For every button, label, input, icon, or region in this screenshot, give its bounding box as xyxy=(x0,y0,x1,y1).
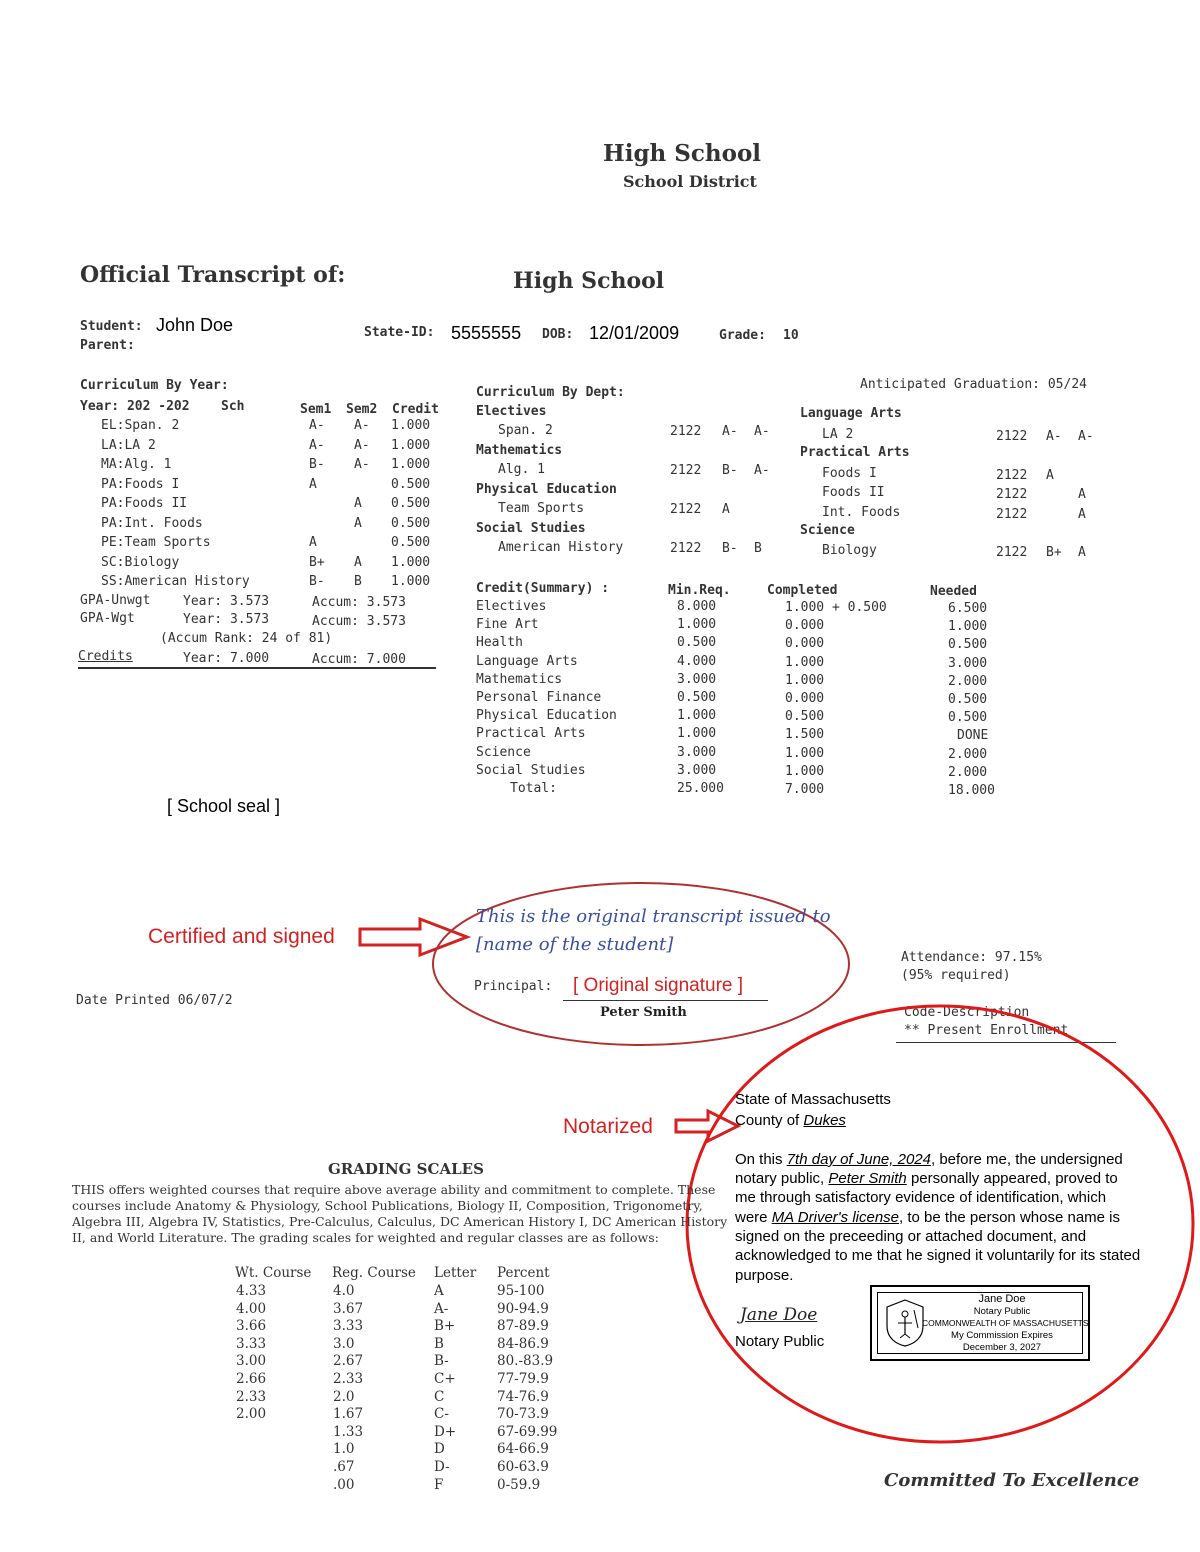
school-seal-placeholder: [ School seal ] xyxy=(167,796,281,816)
dept-name: Social Studies xyxy=(476,521,586,536)
parent-label: Parent: xyxy=(80,338,135,353)
summary-head-label: Credit(Summary) : xyxy=(476,581,610,596)
year-credit: 0.500 xyxy=(391,535,431,550)
dept-year: 2122 xyxy=(996,507,1028,522)
notary-text: , to be the person whose name is xyxy=(899,1209,1120,1226)
year-credit: 1.000 xyxy=(391,437,431,453)
summary-subject: Practical Arts xyxy=(476,726,586,742)
notary-line7: purpose. xyxy=(735,1267,794,1284)
stamp-name: Jane Doe xyxy=(978,1293,1026,1305)
dept-year: 2122 xyxy=(996,429,1028,444)
grading-head-percent: Percent xyxy=(497,1265,550,1281)
dept-name: Science xyxy=(800,523,855,538)
grading-reg: 3.33 xyxy=(333,1318,364,1335)
grade-label: Grade: xyxy=(719,328,766,343)
grading-letter: C xyxy=(434,1388,445,1405)
stamp-title: Notary Public xyxy=(973,1306,1031,1317)
dept-course: Foods I xyxy=(822,466,877,481)
grading-reg: .00 xyxy=(333,1476,355,1493)
summary-subject: Mathematics xyxy=(476,671,563,687)
grading-reg: 3.0 xyxy=(333,1335,355,1352)
signature-line xyxy=(563,1000,768,1001)
summary-min-req: 4.000 xyxy=(677,653,717,669)
school-name: High School xyxy=(603,140,762,167)
principal-label: Principal: xyxy=(474,979,553,994)
grading-letter: B xyxy=(434,1335,444,1352)
by-dept-title: Curriculum By Dept: xyxy=(476,385,625,400)
year-sem1: A xyxy=(309,476,317,492)
grading-reg: 2.67 xyxy=(333,1353,364,1370)
summary-subject: Total: xyxy=(510,781,557,796)
summary-subject: Electives xyxy=(476,599,547,614)
gpa-unwgt-accum: Accum: 3.573 xyxy=(312,595,406,610)
year-credit: 0.500 xyxy=(391,496,431,511)
grading-text-line2: courses include Anatomy & Physiology, School Publications, Biology II, Composition, Trigonometry, xyxy=(72,1198,703,1213)
summary-min-req: 3.000 xyxy=(677,762,717,778)
attendance-required: (95% required) xyxy=(901,968,1011,983)
gpa-wgt-accum: Accum: 3.573 xyxy=(312,614,406,629)
year-course: MA:Alg. 1 xyxy=(101,457,172,472)
notary-county-name: Dukes xyxy=(803,1112,846,1129)
year-sem1: B- xyxy=(309,457,325,472)
grading-percent: 95-100 xyxy=(497,1283,545,1299)
notary-line3: me through satisfactory evidence of identification, which xyxy=(735,1189,1107,1206)
summary-min-req: 1.000 xyxy=(677,617,717,633)
grading-letter: B- xyxy=(434,1353,449,1370)
grading-reg: 2.0 xyxy=(333,1388,355,1405)
year-sem2: A- xyxy=(354,457,370,472)
grading-reg: 1.67 xyxy=(333,1406,364,1423)
stamp-commonwealth: COMMONWEALTH OF MASSACHUSETTS xyxy=(922,1318,1089,1328)
student-label: Student: xyxy=(80,319,143,334)
year-course: PA:Int. Foods xyxy=(101,515,203,531)
code-description: Code-Description xyxy=(904,1005,1030,1020)
gpa-unwgt-year: Year: 3.573 xyxy=(183,594,270,609)
anticipated-graduation: Anticipated Graduation: 05/24 xyxy=(860,377,1087,392)
transcript-school: High School xyxy=(513,268,665,294)
notarized-label: Notarized xyxy=(563,1115,653,1138)
dept-year: 2122 xyxy=(670,502,702,517)
notary-county xyxy=(735,1112,846,1129)
year-course: LA:LA 2 xyxy=(101,437,156,453)
year-course: SC:Biology xyxy=(101,554,180,570)
summary-completed: 1.000 xyxy=(785,672,825,688)
summary-min-req: 3.000 xyxy=(677,671,717,687)
certified-label: Certified and signed xyxy=(148,925,335,948)
grading-letter: B+ xyxy=(434,1318,456,1335)
date-printed: Date Printed 06/07/2 xyxy=(76,993,233,1008)
year-course: PE:Team Sports xyxy=(101,535,211,550)
stamp-expires-date: December 3, 2027 xyxy=(962,1342,1042,1353)
dept-sem1: A- xyxy=(1046,429,1062,444)
by-year-head-sem1: Sem1 xyxy=(300,402,332,417)
dept-sem1: B- xyxy=(722,541,738,556)
by-year-head-sem2: Sem2 xyxy=(346,402,378,417)
credits-accum: Accum: 7.000 xyxy=(312,652,406,667)
dept-name: Physical Education xyxy=(476,482,617,497)
dept-sem2: A- xyxy=(754,424,770,439)
grading-percent: 67-69.99 xyxy=(497,1423,558,1440)
dob-label: DOB: xyxy=(542,327,574,342)
year-sem1: B- xyxy=(309,574,325,589)
grading-percent: 84-86.9 xyxy=(497,1335,549,1352)
dept-course: Int. Foods xyxy=(822,505,901,520)
year-sem2: B xyxy=(354,574,362,589)
dept-year: 2122 xyxy=(670,541,702,556)
summary-min-req: 0.500 xyxy=(677,635,717,651)
year-credit: 0.500 xyxy=(391,476,431,492)
district-name: School District xyxy=(623,172,757,191)
credits-label: Credits xyxy=(78,649,133,664)
summary-min-req: 25.000 xyxy=(677,781,724,796)
summary-subject: Language Arts xyxy=(476,653,578,669)
grading-title: GRADING SCALES xyxy=(328,1160,484,1178)
certify-text-line1: This is the original transcript issued to xyxy=(476,906,831,927)
dept-course: LA 2 xyxy=(822,427,854,442)
year-credit: 1.000 xyxy=(391,574,431,589)
summary-min-req: 0.500 xyxy=(677,690,717,705)
grading-percent: 64-66.9 xyxy=(497,1441,549,1458)
principal-name: Peter Smith xyxy=(600,1005,687,1020)
credits-rule xyxy=(78,667,436,669)
summary-completed: 7.000 xyxy=(785,782,825,797)
grading-letter: C- xyxy=(434,1406,449,1423)
year-sem2: A xyxy=(354,496,362,511)
dept-name: Practical Arts xyxy=(800,445,910,460)
grading-percent: 0-59.9 xyxy=(497,1476,541,1493)
grading-text-line1: THIS offers weighted courses that require above average ability and commitment to complete. These xyxy=(72,1182,716,1197)
notary-date: 7th day of June, 2024 xyxy=(786,1151,931,1168)
summary-min-req: 8.000 xyxy=(677,599,717,614)
year-credit: 1.000 xyxy=(391,418,431,433)
dept-sem1: A xyxy=(1046,468,1054,483)
summary-needed: 2.000 xyxy=(948,764,988,780)
notary-text: , before me, the undersigned xyxy=(930,1151,1123,1168)
year-credit: 1.000 xyxy=(391,457,431,472)
summary-min-req: 3.000 xyxy=(677,744,717,760)
year-course: PA:Foods II xyxy=(101,496,188,511)
summary-completed: 0.000 xyxy=(785,618,825,634)
grading-percent: 87-89.9 xyxy=(497,1318,549,1335)
notary-signer-name: Peter Smith xyxy=(828,1170,907,1187)
summary-min-req: 1.000 xyxy=(677,708,717,724)
dept-sem2: A xyxy=(1078,507,1086,522)
massachusetts-seal-icon xyxy=(883,1298,927,1348)
notary-id-type: MA Driver's license xyxy=(771,1209,900,1226)
notary-text: notary public, xyxy=(735,1170,825,1187)
dob: 12/01/2009 xyxy=(589,323,680,343)
stamp-expires-label: My Commission Expires xyxy=(951,1330,1053,1341)
summary-needed: 6.500 xyxy=(948,601,988,616)
summary-subject: Physical Education xyxy=(476,708,617,724)
summary-subject: Social Studies xyxy=(476,762,586,778)
notary-state: State of Massachusetts xyxy=(735,1091,891,1108)
summary-needed: 0.500 xyxy=(948,692,988,707)
dept-year: 2122 xyxy=(670,424,702,439)
school-motto: Committed To Excellence xyxy=(884,1470,1140,1491)
grading-reg: 3.67 xyxy=(333,1300,364,1317)
dept-course: Span. 2 xyxy=(498,423,553,438)
dept-course: Alg. 1 xyxy=(498,462,545,477)
grading-reg: 1.0 xyxy=(333,1441,355,1458)
grading-wt: 2.66 xyxy=(236,1371,267,1387)
notary-line2 xyxy=(735,1170,1118,1187)
dept-year: 2122 xyxy=(996,468,1028,483)
grading-reg: .67 xyxy=(333,1459,355,1475)
summary-completed: 1.000 xyxy=(785,763,825,779)
grading-head-reg: Reg. Course xyxy=(332,1265,416,1281)
dept-name: Mathematics xyxy=(476,443,563,458)
dept-sem2: A xyxy=(1078,487,1086,502)
notary-county-prefix: County of xyxy=(735,1112,800,1129)
summary-needed: 2.000 xyxy=(948,673,988,689)
state-id: 5555555 xyxy=(451,323,522,343)
summary-head-min: Min.Req. xyxy=(668,583,731,598)
grading-percent: 74-76.9 xyxy=(497,1388,549,1405)
dept-year: 2122 xyxy=(996,545,1028,560)
grading-percent: 80.-83.9 xyxy=(497,1353,554,1370)
dept-course: Biology xyxy=(822,543,877,558)
year-sem2: A xyxy=(354,554,362,570)
summary-needed: 3.000 xyxy=(948,655,988,671)
summary-needed: 2.000 xyxy=(948,746,988,762)
principal-signature: [ Original signature ] xyxy=(573,975,744,996)
grading-reg: 2.33 xyxy=(333,1371,364,1387)
credits-year: Year: 7.000 xyxy=(183,651,270,666)
summary-needed: 0.500 xyxy=(948,637,988,653)
dept-sem1: B+ xyxy=(1046,545,1062,560)
gpa-unwgt-label: GPA-Unwgt xyxy=(80,593,151,608)
accum-rank: (Accum Rank: 24 of 81) xyxy=(160,631,333,646)
grading-wt: 2.33 xyxy=(236,1388,267,1405)
by-year-head-credit: Credit xyxy=(392,402,439,417)
summary-needed: 1.000 xyxy=(948,619,988,635)
year-sem1: B+ xyxy=(309,554,325,570)
dept-name: Electives xyxy=(476,404,547,419)
dept-year: 2122 xyxy=(670,463,702,478)
year-sem1: A xyxy=(309,535,317,550)
grading-wt: 3.66 xyxy=(236,1318,267,1335)
summary-needed: 0.500 xyxy=(948,710,988,726)
notary-text: were xyxy=(735,1209,768,1226)
summary-completed: 1.000 + 0.500 xyxy=(785,600,887,615)
grading-text-line3: Algebra III, Algebra IV, Statistics, Pre-Calculus, Calculus, DC American History I, DC American History xyxy=(72,1214,728,1229)
by-year-head-sch: Sch xyxy=(221,399,245,414)
notary-signature: Jane Doe xyxy=(740,1305,818,1325)
dept-course: Foods II xyxy=(822,485,885,500)
year-course: SS:American History xyxy=(101,574,250,589)
year-course: EL:Span. 2 xyxy=(101,418,180,433)
grading-letter: D- xyxy=(434,1459,450,1475)
grading-percent: 70-73.9 xyxy=(497,1406,549,1423)
summary-subject: Personal Finance xyxy=(476,690,602,705)
dept-sem1: B- xyxy=(722,463,738,478)
dept-year: 2122 xyxy=(996,487,1028,502)
gpa-wgt-label: GPA-Wgt xyxy=(80,611,135,626)
notary-line5: signed on the preceeding or attached document, and xyxy=(735,1228,1087,1245)
notary-stamp xyxy=(870,1285,1090,1361)
dept-course: American History xyxy=(498,540,624,555)
summary-min-req: 1.000 xyxy=(677,726,717,742)
grading-head-letter: Letter xyxy=(434,1265,477,1281)
grading-letter: C+ xyxy=(434,1371,456,1387)
dept-sem2: B xyxy=(754,541,762,556)
notary-title: Notary Public xyxy=(735,1333,825,1350)
grading-letter: A xyxy=(434,1283,444,1299)
grading-text-line4: II, and World Literature. The grading scales for weighted and regular classes are as follows: xyxy=(72,1230,659,1245)
notary-line4 xyxy=(735,1209,1120,1226)
transcript-title: Official Transcript of: xyxy=(80,262,346,288)
year-sem1: A- xyxy=(309,437,325,453)
summary-completed: 1.000 xyxy=(785,745,825,761)
dept-course: Team Sports xyxy=(498,501,585,516)
year-sem1: A- xyxy=(309,418,325,433)
grading-reg: 1.33 xyxy=(333,1423,364,1440)
year-sem2: A- xyxy=(354,437,370,453)
summary-subject: Fine Art xyxy=(476,617,539,633)
summary-subject: Science xyxy=(476,744,531,760)
grading-head-wt: Wt. Course xyxy=(235,1265,312,1281)
notary-line6: acknowledged to me that he signed it voluntarily for its stated xyxy=(735,1247,1141,1264)
notary-line1 xyxy=(735,1151,1123,1168)
grade-value: 10 xyxy=(783,328,799,343)
year-sem2: A- xyxy=(354,418,370,433)
summary-completed: 0.500 xyxy=(785,709,825,725)
dept-sem1: A- xyxy=(722,424,738,439)
certify-text-line2: [name of the student] xyxy=(476,934,674,955)
summary-completed: 0.000 xyxy=(785,636,825,652)
grading-percent: 60-63.9 xyxy=(497,1459,549,1475)
dept-sem2: A xyxy=(1078,545,1086,560)
state-id-label: State-ID: xyxy=(364,325,435,340)
dept-sem1: A xyxy=(722,502,730,517)
summary-head-completed: Completed xyxy=(767,583,838,598)
grading-wt: 3.33 xyxy=(236,1335,267,1352)
grading-percent: 77-79.9 xyxy=(497,1371,549,1387)
summary-subject: Health xyxy=(476,635,523,651)
summary-head-needed: Needed xyxy=(930,584,977,599)
year-sem2: A xyxy=(354,515,362,531)
by-year-title: Curriculum By Year: xyxy=(80,378,229,393)
grading-wt: 3.00 xyxy=(236,1353,267,1370)
summary-needed: DONE xyxy=(957,728,989,744)
year-course: PA:Foods I xyxy=(101,476,180,492)
year-credit: 1.000 xyxy=(391,554,431,570)
grading-letter: A- xyxy=(434,1300,449,1317)
grading-letter: D xyxy=(434,1441,445,1458)
present-enrollment: ** Present Enrollment xyxy=(904,1023,1069,1038)
summary-completed: 1.500 xyxy=(785,727,825,743)
notary-text: On this xyxy=(735,1151,783,1168)
grading-wt: 2.00 xyxy=(236,1406,267,1423)
summary-completed: 1.000 xyxy=(785,654,825,670)
summary-needed: 18.000 xyxy=(948,783,995,798)
attendance: Attendance: 97.15% xyxy=(901,950,1042,965)
grading-wt: 4.00 xyxy=(236,1300,267,1317)
dept-name: Language Arts xyxy=(800,406,902,421)
dept-sem2: A- xyxy=(1078,429,1094,444)
by-year-head-year: Year: 202 -202 xyxy=(80,399,190,414)
year-credit: 0.500 xyxy=(391,515,431,531)
grading-reg: 4.0 xyxy=(333,1283,355,1299)
grading-letter: F xyxy=(434,1476,444,1493)
grading-letter: D+ xyxy=(434,1423,457,1440)
grading-percent: 90-94.9 xyxy=(497,1300,549,1317)
dept-sem2: A- xyxy=(754,463,770,478)
notary-text: personally appeared, proved to xyxy=(910,1170,1118,1187)
student-name: John Doe xyxy=(156,315,234,335)
summary-completed: 0.000 xyxy=(785,691,825,706)
gpa-wgt-year: Year: 3.573 xyxy=(183,612,270,627)
grading-wt: 4.33 xyxy=(236,1283,267,1299)
